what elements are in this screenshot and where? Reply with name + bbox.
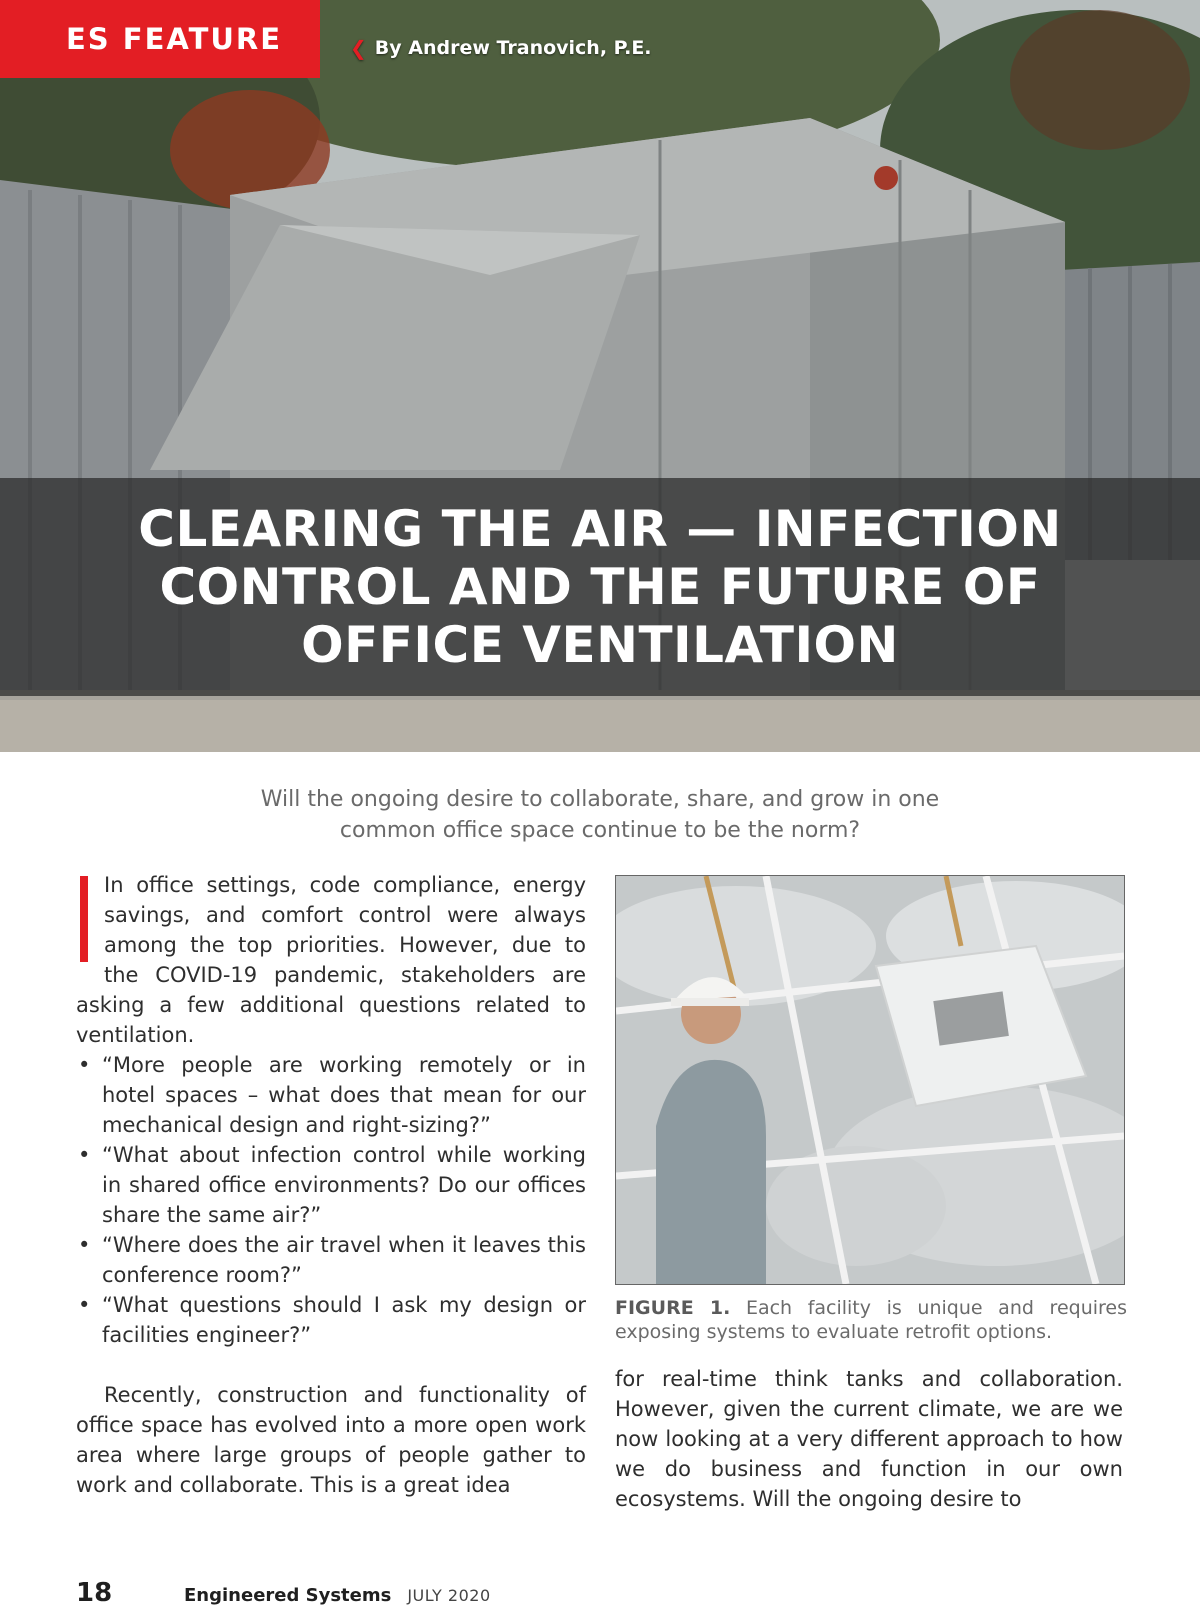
title-line-2: CONTROL AND THE FUTURE OF	[159, 558, 1041, 616]
intro-text: In office settings, code compliance, energy savings, and comfort control were always among the top priorities. However, due to the COVID-19 pandemic, stakeholders are asking a few additional questions related to ventilation.	[76, 873, 586, 1047]
author-byline: By Andrew Tranovich, P.E.	[374, 37, 652, 59]
hero-photo	[0, 0, 1200, 752]
title-line-1: CLEARING THE AIR — INFECTION	[138, 500, 1062, 558]
list-item: • “More people are working remotely or in hotel spaces – what does that mean for our mechanical design and right-sizing?”	[76, 1050, 586, 1140]
question-list	[76, 1050, 586, 1350]
title-band	[0, 478, 1200, 696]
list-item: • “Where does the air travel when it leaves this conference room?”	[76, 1230, 586, 1290]
byline	[350, 36, 652, 60]
list-item: • “What questions should I ask my design or facilities engineer?”	[76, 1290, 586, 1350]
figure-1-photo	[615, 875, 1125, 1285]
caption-text: Each facility is unique and requires exposing systems to evaluate retrofit options.	[615, 1297, 1127, 1343]
standfirst-line-1: Will the ongoing desire to collaborate, share, and grow in one	[260, 787, 940, 812]
intro-paragraph	[76, 870, 586, 1050]
caption-label: FIGURE 1.	[615, 1297, 731, 1319]
page-number: 18	[76, 1578, 113, 1608]
standfirst	[200, 784, 1000, 846]
right-column-text: for real-time think tanks and collaboration. However, given the current climate, we are we now looking at a very different approach to how we do business and function in our own ecosystems. Will the ongoing desire to	[615, 1367, 1123, 1511]
list-item: • “What about infection control while working in shared office environments? Do our offices share the same air?”	[76, 1140, 586, 1230]
left-column	[76, 870, 586, 1500]
section-badge	[0, 0, 320, 78]
figure-caption	[615, 1296, 1127, 1344]
page-footer	[76, 1578, 491, 1608]
ceiling-inspection-illustration	[616, 876, 1124, 1284]
standfirst-line-2: common office space continue to be the norm?	[339, 818, 861, 843]
title-line-3: OFFICE VENTILATION	[301, 616, 899, 674]
drop-cap-bar	[80, 876, 88, 962]
body-paragraph: Recently, construction and functionality of office space has evolved into a more open work area where large groups of people gather to work and collaborate. This is a great idea	[76, 1383, 586, 1497]
issue-date: JULY 2020	[407, 1586, 491, 1605]
chevron-left-icon: ❮	[350, 36, 367, 60]
section-label: ES FEATURE	[66, 22, 283, 56]
article-title	[138, 500, 1061, 674]
magazine-name: Engineered Systems	[184, 1585, 392, 1606]
